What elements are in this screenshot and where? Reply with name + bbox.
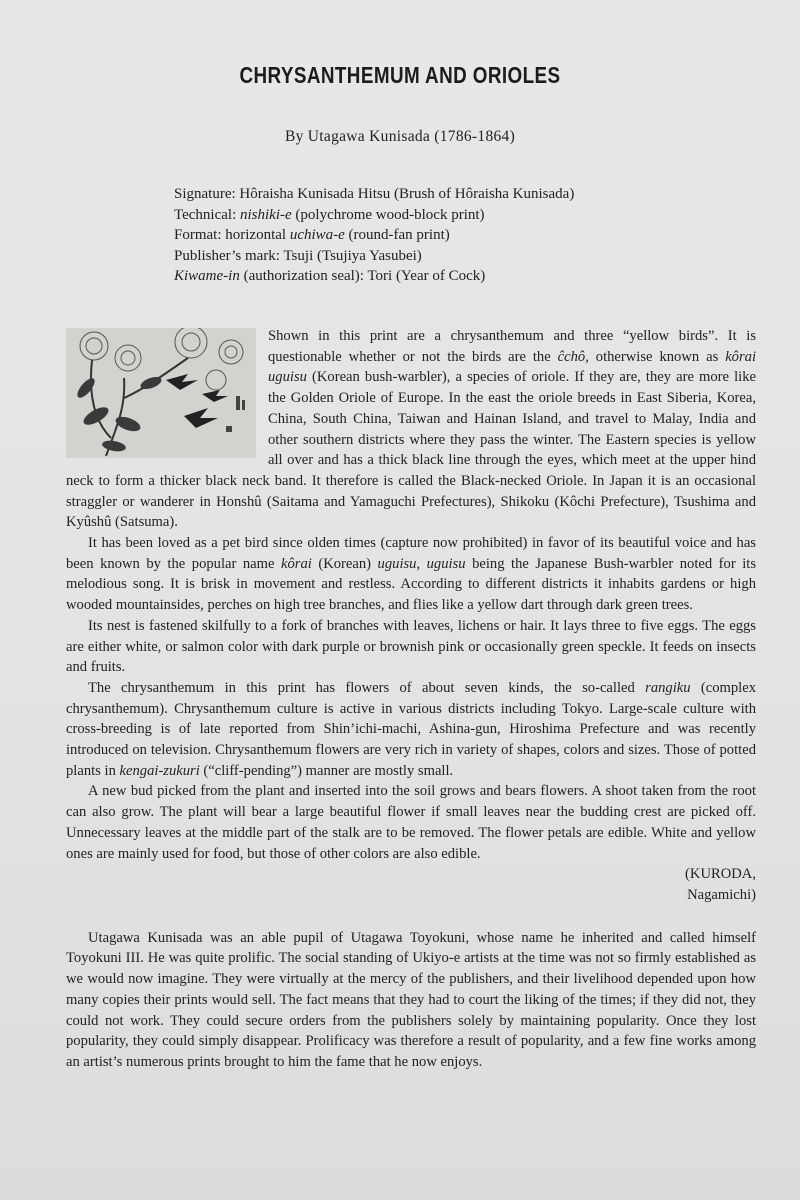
kiwame-line: Kiwame-in (authorization seal): Tori (Year of Cock) [174,268,486,285]
paragraph-cultivation: A new bud picked from the plant and inserted into the soil grows and bears flowers. A shoot taken from the root can also grow. The plant will bear a large beautiful flower if small leaves near the budding crest are picked off. Unnecessary leaves at the middle part of the stalk are to be removed. The flower petals are edible. White and yellow ones are mainly used for food, but those of other colors are also edible. [66,783,756,862]
paragraph-chrysanthemum: The chrysanthemum in this print has flowers of about seven kinds, the so-called rangiku (complex chrysanthemum). Chrysanthemum culture is active in various districts including Tokyo. Large-scale culture with cross-breeding is of late reported from Shin’ichi-machi, Ashina-gun, Hiroshima Prefecture and was recently introduced on television. Chrysanthemum flowers are very rich in variety of shapes, colors and sizes. Those of potted plants in kengai-zukuri (“cliff-pending”) manner are mostly small. [66,679,756,779]
chrysanthemum-orioles-illustration [66,328,256,458]
print-metadata [174,184,694,287]
paragraph-pet-bird: It has been loved as a pet bird since olden times (capture now prohibited) in favor of its beautiful voice and has been known by the popular name kôrai (Korean) uguisu, uguisu being the Japanese Bush-warbler noted for its melodious song. It is brisk in movement and restless. According to different districts it inhabits gardens or high wooded mountainsides, perches on high tree branches, and flies like a yellow dart through dark green trees. [66,535,756,614]
paragraph-artist-bio: Utagawa Kunisada was an able pupil of Utagawa Toyokuni, whose name he inherited and called himself Toyokuni III. He was quite prolific. The social standing of Ukiyo-e artists at the time was not so firmly established as we would now imagine. They were virtually at the mercy of the publishers, and their livelihood depended upon how many copies their prints would sell. The fact means that they had to court the liking of the times; if they did not, they could not work. They could secure orders from the publishers solely by maintaining popularity. Once they lost popularity, they could simply disappear. Prolificacy was therefore a result of popularity, and a few fine works among an artist’s numerous prints brought to him the fame that he now enjoys. [66,929,756,1070]
plate-image [66,328,256,458]
byline: By Utagawa Kunisada (1786-1864) [284,128,516,145]
paragraph-oriole-description: Shown in this print are a chrysanthemum and three “yellow birds”. It is questionable whether or not the birds are the ĉchô, otherwise known as kôrai uguisu (Korean bush-warbler), a species of oriole. If they are, they are more like the Golden Oriole of Europe. In the east the oriole breeds in East Siberia, Korea, China, South China, Taiwan and Hainan Island, and travel to Malay, India and other southern districts where they pass the winter. The Eastern species is yellow all over and has a thick black line through the eyes, which meet at the upper hind neck to form a thicker black neck band. It therefore is called the Black-necked Oriole. In Japan it is an occasional straggler or wanderer in Honshû (Saitama and Yamaguchi Prefectures), Shikoku (Kôchi Prefecture), Tsushima and Kyûshû (Satsuma). [66,328,756,531]
author-credit: (KURODA, Nagamichi) [685,866,756,903]
article-body [66,326,756,1073]
signature-line: Signature: Hôraisha Kunisada Hitsu (Brush of Hôraisha Kunisada) [174,186,575,202]
publisher-line: Publisher’s mark: Tsuji (Tsujiya Yasubei) [174,247,422,264]
format-line: Format: horizontal uchiwa-e (round-fan print) [174,227,450,244]
page-title: CHRYSANTHEMUM AND ORIOLES [239,62,561,88]
paragraph-nest: Its nest is fastened skilfully to a fork of branches with leaves, lichens or hair. It lays three to five eggs. The eggs are either white, or salmon color with dark purple or brownish pink or occasionally green speckle. It feeds on insects and fruits. [66,617,756,676]
technical-line: Technical: nishiki-e (polychrome wood-block print) [174,206,485,223]
